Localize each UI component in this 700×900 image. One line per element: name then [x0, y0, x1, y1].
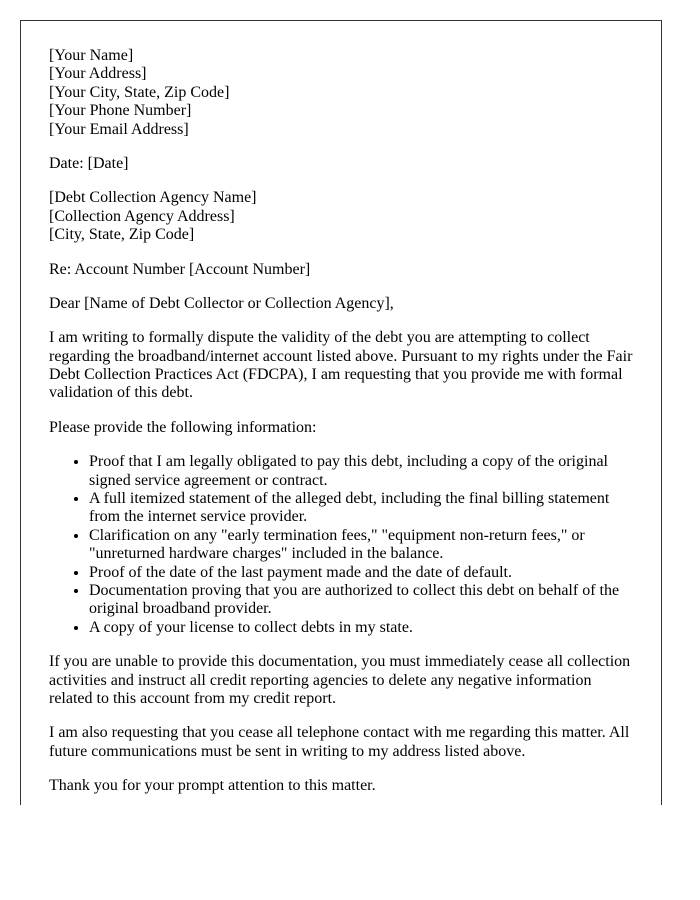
sender-address-block [49, 47, 633, 139]
sender-address-line: [Your Address] [49, 65, 147, 83]
list-item: • A full itemized statement of the alleged debt, including the final billing statement from the internet service provider. [89, 490, 633, 527]
list-item: • Documentation proving that you are authorized to collect this debt on behalf of the original broadband provider. [89, 582, 633, 619]
sender-email-line: [Your Email Address] [49, 120, 189, 138]
list-item: • Proof of the date of the last payment made and the date of default. [89, 564, 633, 582]
recipient-address-block [49, 189, 633, 244]
letter-content [21, 21, 661, 796]
sender-phone-line: [Your Phone Number] [49, 102, 192, 120]
subject-line: Re: Account Number [Account Number] [49, 260, 311, 278]
recipient-agency-address-line: [Collection Agency Address] [49, 207, 235, 225]
paragraph-thanks: Thank you for your prompt attention to this matter. [49, 777, 376, 795]
letter-page [20, 20, 662, 805]
sender-city-state-zip-line: [Your City, State, Zip Code] [49, 83, 230, 101]
paragraph-cease-contact: I am also requesting that you cease all telephone contact with me regarding this matter. All future communications must be sent in writing to my address listed above. [49, 724, 630, 760]
paragraph-cease-collection: If you are unable to provide this documentation, you must immediately cease all collection activities and instruct all credit reporting agencies to delete any negative information related to this account from my credit report. [49, 653, 631, 707]
paragraph-dispute: I am writing to formally dispute the validity of the debt you are attempting to collect regarding the broadband/internet account listed above. Pursuant to my rights under the Fair Debt Collection Practices Act (FDCPA), I am requesting that you provide me with formal validation of this debt. [49, 329, 633, 402]
validation-request-list [49, 453, 633, 637]
recipient-agency-name-line: [Debt Collection Agency Name] [49, 189, 257, 207]
date-line: Date: [Date] [49, 154, 129, 172]
sender-name-line: [Your Name] [49, 47, 134, 64]
recipient-city-state-zip-line: [City, State, Zip Code] [49, 226, 195, 244]
paragraph-request-intro: Please provide the following information: [49, 418, 317, 436]
salutation: Dear [Name of Debt Collector or Collection Agency], [49, 294, 394, 312]
list-item: • Proof that I am legally obligated to pay this debt, including a copy of the original signed service agreement or contract. [89, 453, 633, 490]
list-item: • Clarification on any "early termination fees," "equipment non-return fees," or "unreturned hardware charges" included in the balance. [89, 527, 633, 564]
list-item: • A copy of your license to collect debts in my state. [89, 619, 633, 637]
